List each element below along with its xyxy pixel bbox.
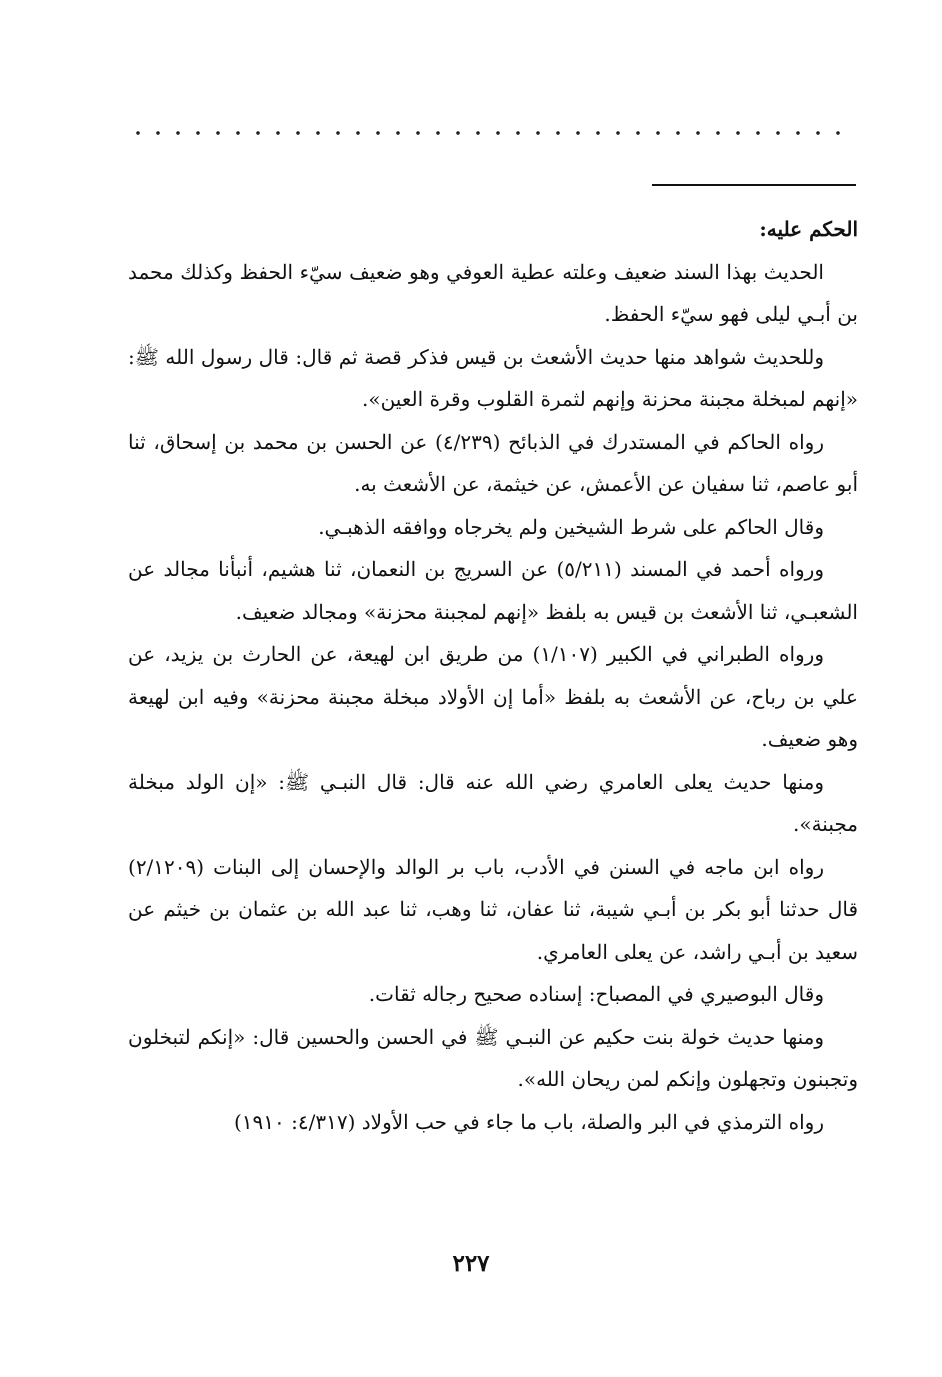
- dotted-separator: [128, 126, 850, 140]
- paragraph-7: ومنها حديث يعلى العامري رضي الله عنه قال: قال النبـي ﷺ: «إن الولد مبخلة مجبنة».: [128, 769, 858, 836]
- paragraph-11: رواه الترمذي في البر والصلة، باب ما جاء في حب الأولاد (٤/٣١٧: ١٩١٠): [233, 1109, 824, 1134]
- paragraph-2: وللحديث شواهد منها حديث الأشعث بن قيس فذكر قصة ثم قال: قال رسول الله ﷺ: «إنهم لمبخلة مجبنة محزنة وإنهم لثمرة القلوب وقرة العين».: [128, 344, 858, 411]
- section-heading: الحكم عليه:: [759, 217, 858, 241]
- paragraph-8: رواه ابن ماجه في السنن في الأدب، باب بر الوالد والإحسان إلى البنات (٢/١٢٠٩) قال حدثنا أبو بكر بن أبـي شيبة، ثنا عفان، ثنا وهب، ثنا عبد الله بن عثمان بن خيثم عن سعيد بن أبـي راشد، عن يعلى العامري.: [128, 854, 858, 964]
- page-number: ٢٢٧: [452, 1250, 490, 1277]
- paragraph-5: ورواه أحمد في المسند (٥/٢١١) عن السريج بن النعمان، ثنا هشيم، أنبأنا مجالد عن الشعبـي، ثنا الأشعث بن قيس به بلفظ «إنهم لمجبنة محزنة» ومجالد ضعيف.: [128, 557, 858, 624]
- paragraph-6: ورواه الطبراني في الكبير (١/١٠٧) من طريق ابن لهيعة، عن الحارث بن يزيد، عن علي بن رباح، عن الأشعث به بلفظ «أما إن الأولاد مبخلة مجبنة محزنة» وفيه ابن لهيعة وهو ضعيف.: [128, 642, 858, 751]
- paragraph-1: الحديث بهذا السند ضعيف وعلته عطية العوفي وهو ضعيف سيّء الحفظ وكذلك محمد بن أبـي ليلى فهو سيّء الحفظ.: [128, 259, 858, 326]
- footnote-rule: [652, 184, 856, 186]
- paragraph-10: ومنها حديث خولة بنت حكيم عن النبـي ﷺ في الحسن والحسين قال: «إنكم لتبخلون وتجبنون وتجهلون وإنكم لمن ريحان الله».: [128, 1024, 858, 1091]
- paragraph-3: رواه الحاكم في المستدرك في الذبائح (٤/٢٣٩) عن الحسن بن محمد بن إسحاق، ثنا أبو عاصم، ثنا سفيان عن الأعمش، عن خيثمة، عن الأشعث به.: [128, 429, 858, 496]
- paragraph-4: وقال الحاكم على شرط الشيخين ولم يخرجاه ووافقه الذهبـي.: [318, 514, 824, 539]
- page-body: [128, 208, 858, 1143]
- paragraph-9: وقال البوصيري في المصباح: إسناده صحيح رجاله ثقات.: [368, 982, 824, 1006]
